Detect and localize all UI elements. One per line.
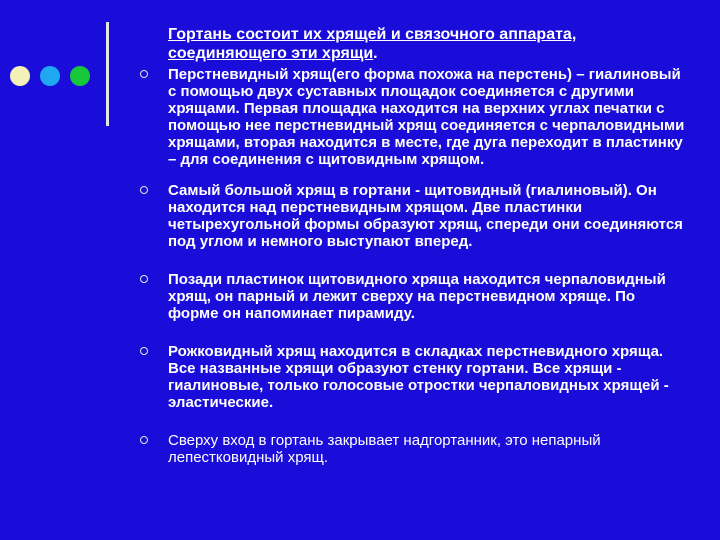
vertical-divider: [106, 22, 109, 126]
bullet-2-text: Самый большой хрящ в гортани - щитовидный (гиалиновый). Он находится над перстневидным хрящом. Две пластинки четырехугольной формы образуют хрящ, спереди они соединяются под углом и немного выступают вперед.: [168, 182, 683, 250]
bullet-4-text: Рожковидный хрящ находится в складках перстневидного хряща. Все названные хрящи образуют стенку гортани. Все хрящи - гиалиновые, только голосовые отростки черпаловидных хрящей - эластические.: [168, 343, 669, 411]
dot-green: [70, 66, 90, 86]
slide-title: [168, 25, 698, 63]
dot-blue: [40, 66, 60, 86]
bullet-circle-icon: [140, 275, 148, 283]
bullet-2: [140, 182, 685, 271]
decorative-dots: [10, 66, 90, 86]
title-end: .: [373, 45, 378, 62]
title-text: Гортань состоит их хрящей и связочного аппарата, соединяющего эти хрящи: [168, 26, 577, 62]
dot-cream: [10, 66, 30, 86]
bullet-3-text: Позади пластинок щитовидного хряща находится черпаловидный хрящ, он парный и лежит сверху на перстневидном хряще. По форме он напоминает пирамиду.: [168, 271, 666, 322]
bullet-circle-icon: [140, 70, 148, 78]
bullet-5: [140, 432, 685, 466]
bullet-4: [140, 343, 685, 432]
bullet-3: [140, 271, 685, 343]
bullet-1: [140, 66, 685, 182]
bullet-5-text: Сверху вход в гортань закрывает надгортанник, это непарный лепестковидный хрящ.: [168, 432, 601, 466]
bullet-circle-icon: [140, 436, 148, 444]
bullet-1-text: Перстневидный хрящ(его форма похожа на перстень) – гиалиновый с помощью двух суставных площадок соединяется с другими хрящами. Первая площадка находится на верхних углах печатки с помощью нее перстневидный хрящ соединяется с черпаловидными хрящами, вторая находится в месте, где дуга переходит в пластинку – для соединения с щитовидным хрящом.: [168, 66, 685, 168]
bullet-circle-icon: [140, 347, 148, 355]
bullet-list: [140, 66, 685, 466]
bullet-circle-icon: [140, 186, 148, 194]
